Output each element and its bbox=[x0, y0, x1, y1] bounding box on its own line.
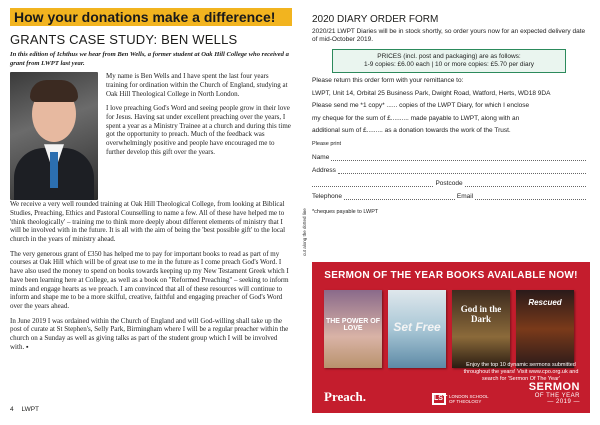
book-title: Set Free bbox=[393, 320, 441, 334]
prices-box bbox=[332, 49, 566, 73]
bio-paragraph: My name is Ben Wells and I have spent the last four years training for ordination within the Church of England, studying at Oak Hill Theological College in North London. bbox=[106, 72, 288, 98]
address-field[interactable] bbox=[312, 167, 586, 174]
postcode-label: Postcode bbox=[435, 180, 463, 187]
name-label: Name bbox=[312, 154, 330, 161]
telephone-input[interactable] bbox=[344, 193, 455, 200]
postcode-field[interactable] bbox=[312, 180, 586, 187]
soty-year: — 2019 — bbox=[547, 399, 580, 405]
telephone-label: Telephone bbox=[312, 193, 342, 200]
body-paragraph: In June 2019 I was ordained within the Church of England and will God-willing shall take up the post of curate at St Stephen's, Selly Park, Birmingham where I will be a regular preacher within the church on a Sunday as well as giving talks as part of the student group which I will be involved with. ▪ bbox=[10, 316, 289, 351]
address-input-line2[interactable] bbox=[312, 180, 433, 187]
return-line: Please return this order form with your remittance to: bbox=[312, 77, 464, 84]
preach-logo: Preach. bbox=[324, 389, 366, 404]
photo-hair bbox=[30, 80, 78, 102]
body-paragraph: The very generous grant of £350 has helped me to pay for important books to read as part of my courses at Oak Hill which will be of great use to me in the future as I come preach God's Word. I have also used the money to spend on books towards keeping up my New Testament Greek which I have been learning here at College, as well as a book on "Reformed Preaching" – seeking to inform minds and engage hearts as we preach. I am convinced that all of these resources will continue to inform and shape me to be a more skilful, creative, faithful and engaging preacher of God's Word over the years ahead. bbox=[10, 249, 289, 310]
body-paragraph: We receive a very well rounded training at Oak Hill Theological College, from looking at Biblical Studies, Preaching, Ethics and Pastoral Counselling to name a few. All of these have helped me to 'think theologically' – training me to think more deeply about different elements of ministry that I will be involved with in the future. It is all with the aim of being the 'best possible gift' to the local church in the years of ministry ahead. bbox=[10, 200, 286, 243]
case-study-column bbox=[10, 8, 292, 413]
footer-label: LWPT bbox=[21, 406, 40, 413]
sermon-ad[interactable] bbox=[312, 262, 590, 413]
cut-line bbox=[300, 200, 310, 256]
book-cover bbox=[516, 290, 574, 368]
please-print-label: Please print bbox=[312, 140, 342, 147]
name-input[interactable] bbox=[331, 154, 586, 161]
ad-title: SERMON OF THE YEAR BOOKS AVAILABLE NOW! bbox=[324, 270, 578, 281]
bio-section bbox=[10, 72, 292, 200]
photo-tie bbox=[50, 152, 58, 188]
send-line[interactable]: Please send me *1 copy* ...... copies of the LWPT Diary, for which I enclose bbox=[312, 102, 530, 109]
soty-title: SERMON bbox=[528, 381, 580, 393]
case-study-title: GRANTS CASE STUDY: BEN WELLS bbox=[10, 32, 238, 47]
ad-logos bbox=[312, 383, 590, 407]
book-title: Rescued bbox=[528, 298, 562, 307]
return-address: LWPT, Unit 14, Orbital 25 Business Park, Dwight Road, Watford, Herts, WD18 9DA bbox=[312, 89, 551, 97]
bio-paragraph: I love preaching God's Word and seeing people grow in their love for Jesus. Having sat under excellent preaching over the years, I spent a year as a Ministry Trainee at a church and during this time got the opportunity to preach. Much of the feedback was overwhelmingly positive and people have encouraged me to further develop this gift over the years. bbox=[106, 104, 291, 156]
bio-text bbox=[106, 72, 292, 200]
name-field[interactable] bbox=[312, 154, 586, 161]
order-form bbox=[312, 14, 586, 255]
lst-logo bbox=[432, 393, 493, 405]
ad-info: Enjoy the top 10 dynamic sermons submitted throughout the years! Visit www.cpo.org.uk and search for 'Sermon Of The Year' bbox=[463, 362, 579, 382]
address-input[interactable] bbox=[338, 167, 586, 174]
cheque-line[interactable]: my cheque for the sum of £.......... made payable to LWPT, along with an bbox=[312, 114, 520, 122]
email-input[interactable] bbox=[475, 193, 586, 200]
prices-heading: PRICES (incl. post and packaging) are as follows: bbox=[377, 53, 521, 60]
body-text bbox=[10, 200, 292, 351]
postcode-input[interactable] bbox=[465, 180, 586, 187]
book-title: God in the Dark bbox=[460, 304, 502, 324]
address-label: Address bbox=[312, 167, 336, 174]
order-form-title: 2020 DIARY ORDER FORM bbox=[312, 14, 439, 25]
book-title: THE POWER OF LOVE bbox=[325, 318, 381, 332]
soty-subtitle: OF THE YEAR bbox=[534, 393, 580, 399]
ben-wells-photo bbox=[10, 72, 98, 200]
order-form-description: 2020/21 LWPT Diaries will be in stock shortly, so order yours now for an expected delivery date of mid-October 2019. bbox=[312, 28, 586, 43]
cheque-note: *cheques payable to LWPT bbox=[312, 209, 379, 215]
contact-field[interactable] bbox=[312, 193, 586, 200]
donations-banner: How your donations make a difference! bbox=[10, 8, 292, 26]
page-number: 4 bbox=[10, 406, 14, 413]
cut-line-label: cut along the dotted line bbox=[302, 208, 307, 256]
email-label: Email bbox=[456, 193, 474, 200]
book-cover bbox=[324, 290, 382, 368]
book-covers bbox=[324, 290, 580, 368]
prices-detail: 1-9 copies: £6.00 each | 10 or more copies: £5.70 per diary bbox=[363, 61, 535, 68]
book-cover bbox=[452, 290, 510, 368]
additional-line[interactable]: additional sum of £......... as a donation towards the work of the Trust. bbox=[312, 127, 511, 134]
case-study-intro: In this edition of Ichthus we hear from Ben Wells, a former student at Oak Hill College who received a grant from LWPT last year. bbox=[10, 51, 289, 67]
book-cover bbox=[388, 290, 446, 368]
lst-mark: LST bbox=[432, 393, 446, 405]
soty-logo bbox=[529, 381, 580, 405]
page-footer bbox=[10, 406, 39, 413]
lst-name: LONDON SCHOOL OF THEOLOGY bbox=[449, 394, 489, 404]
